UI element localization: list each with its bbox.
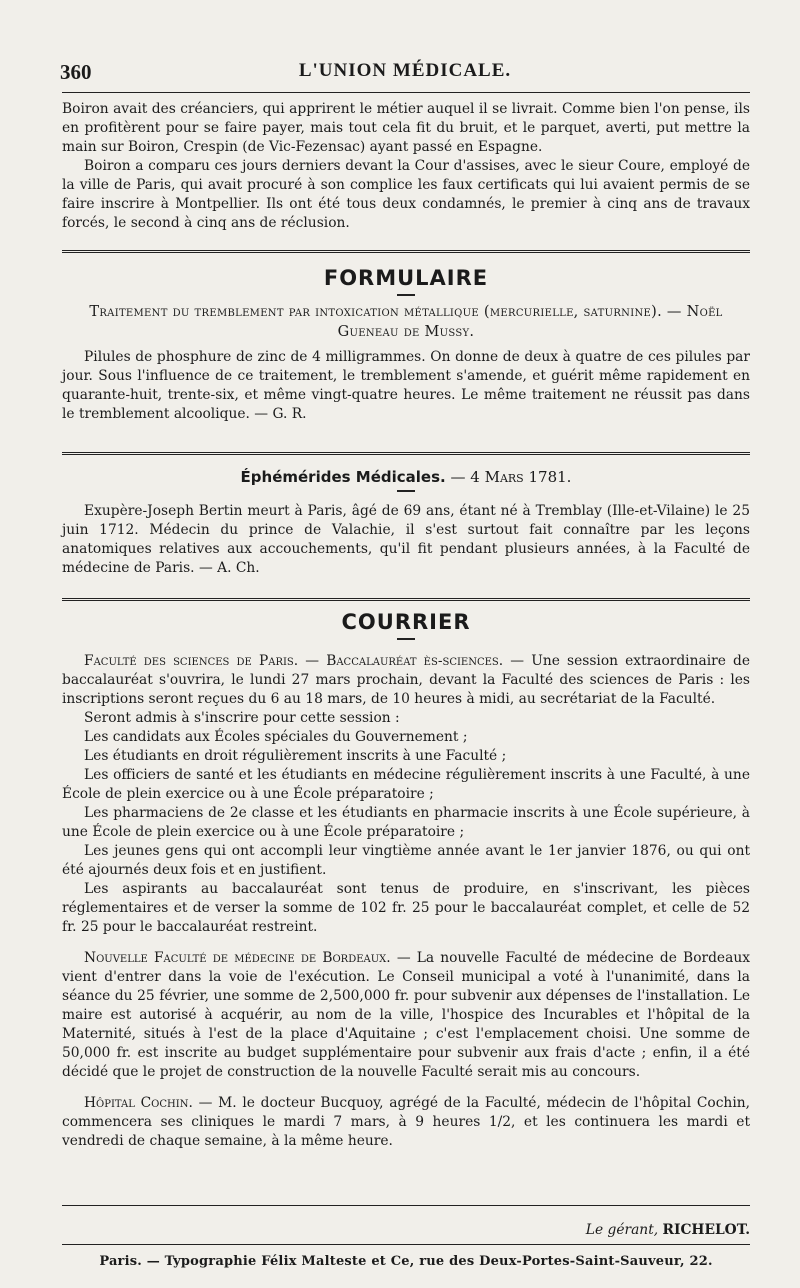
formulaire-subtitle: Traitement du tremblement par intoxication métallique (mercurielle, saturnine). — Noël Gueneau de Mussy.	[89, 304, 723, 340]
ephemerides-body: Exupère-Joseph Bertin meurt à Paris, âgé de 69 ans, étant né à Tremblay (Ille-et-Vilaine) le 25 juin 1712. Médecin du prince de Valachie, il s'est surtout fait connaître par les leçons anatomiques relatives aux accouchements, qu'il fit pendant plusieurs années, à la Faculté de médecine de Paris. — A. Ch.	[62, 503, 750, 576]
paragraph-text: — La nouvelle Faculté de médecine de Bordeaux vient d'entrer dans la voie de l'exécution. Le Conseil municipal a voté à l'unanimité, dans la séance du 25 février, une somme de 2,500,000 fr. pour subvenir aux dépenses de l'installation. Le maire est autorisé à acquérir, au nom de la ville, l'hospice des Incurables et l'hôpital de la Maternité, situés à l'est de la place d'Aquitaine ; c'est l'emplacement choisi. Une somme de 50,000 fr. est inscrite au budget supplémentaire pour subvenir aux frais d'acte ; enfin, il a été décidé que le projet de construction de la nouvelle Faculté serait mis au concours.	[62, 950, 750, 1080]
ephemerides-title: Éphémérides Médicales.	[240, 468, 446, 486]
section-divider	[62, 250, 750, 253]
signature-name: RICHELOT.	[662, 1222, 750, 1238]
journal-title: L'UNION MÉDICALE.	[298, 60, 512, 81]
courrier-paragraph-7: Les jeunes gens qui ont accompli leur vingtième année avant le 1er janvier 1876, ou qui ont été ajournés deux fois et en justifient.	[62, 843, 750, 878]
paragraph-text: — Une session extraordinaire de baccalauréat s'ouvrira, le lundi 27 mars prochain, devant la Faculté des sciences de Paris : les inscriptions seront reçues du 6 au 18 mars, de 10 heures à midi, au secrétariat de la Faculté.	[62, 653, 750, 707]
signature-label: Le gérant,	[585, 1222, 659, 1238]
courrier-paragraph-6: Les pharmaciens de 2e classe et les étudiants en pharmacie inscrits à une École supérieure, à une École de plein exercice ou à une École préparatoire ;	[62, 805, 750, 840]
ephemerides-section	[62, 468, 750, 578]
paragraph-text: — M. le docteur Bucquoy, agrégé de la Faculté, médecin de l'hôpital Cochin, commencera ses cliniques le mardi 7 mars, à 9 heures 1/2, et les continuera les mardi et vendredi de chaque semaine, à la même heure.	[62, 1095, 751, 1149]
courrier-paragraph-8: Les aspirants au baccalauréat sont tenus de produire, en s'inscrivant, les pièces réglementaires et de verser la somme de 102 fr. 25 pour le baccalauréat complet, et celle de 52 fr. 25 pour le baccalauréat restreint.	[62, 881, 750, 935]
courrier-paragraph-9	[62, 949, 750, 1082]
paragraph-lead: Hôpital Cochin.	[84, 1095, 193, 1111]
formulaire-body: Pilules de phosphure de zinc de 4 milligrammes. On donne de deux à quatre de ces pilules par jour. Sous l'influence de ce traitement, le tremblement s'amende, et guérit même rapidement en quarante-huit, trente-six, et même vingt-quatre heures. Le même traitement ne réussit pas dans le tremblement alcoolique. — G. R.	[62, 349, 750, 422]
header-rule	[62, 92, 750, 93]
section-divider	[62, 452, 750, 455]
section-title-formulaire: FORMULAIRE	[323, 266, 489, 290]
courrier-paragraph-3: Les candidats aux Écoles spéciales du Gouvernement ;	[84, 729, 468, 745]
intro-paragraph-2: Boiron a comparu ces jours derniers devant la Cour d'assises, avec le sieur Coure, employé de la ville de Paris, qui avait procuré à son complice les faux certificats qui lui avaient permis de se faire inscrire à Montpellier. Ils ont été tous deux condamnés, le premier à cinq ans de travaux forcés, le second à cinq ans de réclusion.	[62, 158, 750, 231]
intro-paragraph-1: Boiron avait des créanciers, qui apprirent le métier auquel il se livrait. Comme bien l'on pense, ils en profitèrent pour se faire payer, mais tout cela fit du bruit, et le parquet, averti, put mettre la main sur Boiron, Crespin (de Vic-Fezensac) ayant passé en Espagne.	[62, 101, 750, 155]
formulaire-section	[62, 266, 750, 424]
signature	[62, 1222, 750, 1238]
ephemerides-heading	[62, 468, 750, 486]
courrier-paragraph-1	[62, 652, 750, 709]
signature-rule	[62, 1205, 750, 1206]
courrier-section	[62, 610, 750, 1151]
footer-rule	[62, 1244, 750, 1245]
paragraph-lead: Nouvelle Faculté de médecine de Bordeaux.	[84, 950, 391, 966]
printer-imprint: Paris. — Typographie Félix Malteste et Ce, rue des Deux-Portes-Saint-Sauveur, 22.	[99, 1254, 713, 1269]
page-number: 360	[60, 60, 92, 84]
courrier-paragraph-10	[62, 1094, 750, 1151]
courrier-paragraph-5: Les officiers de santé et les étudiants en médecine régulièrement inscrits à une Faculté, à une École de plein exercice ou à une École préparatoire ;	[62, 767, 750, 802]
section-title-courrier: COURRIER	[341, 610, 471, 634]
section-divider	[62, 598, 750, 601]
page-header	[60, 60, 750, 90]
intro-article	[62, 100, 750, 233]
title-dash	[397, 294, 415, 296]
courrier-paragraph-4: Les étudiants en droit régulièrement inscrits à une Faculté ;	[84, 748, 507, 764]
paragraph-lead: Faculté des sciences de Paris. — Baccalauréat ès-sciences.	[84, 653, 504, 669]
title-dash	[397, 638, 415, 640]
courrier-paragraph-2: Seront admis à s'inscrire pour cette session :	[84, 710, 400, 726]
ephemerides-date: — 4 Mars 1781.	[450, 468, 572, 486]
title-dash	[397, 490, 415, 492]
